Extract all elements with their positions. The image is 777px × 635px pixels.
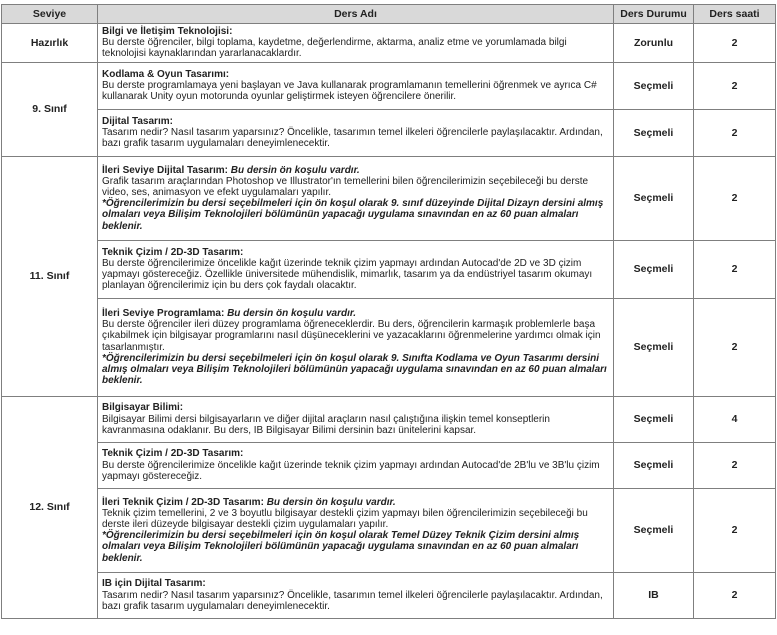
course-description: Bu derste öğrenciler, bilgi toplama, kaydetme, değerlendirme, aktarma, analiz etme ve yorumlamada bilgi teknolojisi kaynaklarından yararlanacaklardır. (102, 37, 567, 60)
course-status: Seçmeli (614, 156, 694, 240)
table-row (2, 442, 776, 488)
course-prerequisite: Bu dersin ön koşulu vardır. (266, 496, 396, 508)
course-description: Tasarım nedir? Nasıl tasarım yaparsınız? Öncelikle, tasarımın temel ilkeleri öğrencilerle paylaşılacaktır. Ardından, bazı grafik tasarım uygulamaları deneyimlenecektir. (102, 127, 603, 150)
level-grade12: 12. Sınıf (2, 396, 98, 618)
course-description: Bu derste öğrencilerimize öncelikle kağıt üzerinde teknik çizim yapmayı ardından Autocad'de 2D ve 3D çizim yapmayı göstereceğiz. Özellikle üniversitede mühendislik, mimarlık, tasarım ya da endüstriyel tasarım okumayı planlayan öğrencilerimiz için bu ders çok faydalı olacaktır. (102, 257, 593, 292)
course-status: Seçmeli (614, 109, 694, 156)
course-prerequisite-note: *Öğrencilerimizin bu dersi seçebilmeleri için ön koşul olarak Temel Düzey Teknik Çizim dersini almış olmaları veya Bilişim Teknolojileri bölümünün yapacağı uygulama sınavından en az 60 puan almaları beklenir. (102, 530, 580, 564)
course-prerequisite: Bu dersin ön koşulu vardır. (227, 307, 356, 319)
course-cell (98, 109, 614, 156)
course-description: Grafik tasarım araçlarından Photoshop ve Illustrator'ın temellerini bilen öğrencilerimizin seçebileceği bu derste video, ses, animasyon ve efekt uygulamaları yapılır. (102, 175, 589, 198)
course-status: IB (614, 572, 694, 618)
course-description: Bu derste öğrenciler ileri düzey programlama öğreneceklerdir. Bu ders, öğrencilerin karmaşık problemlerle başa çıkabilmek için bilgisayar programlarını nasıl düşüneceklerini ve yazacaklarını öğrenmelerine yardımcı olmak için tasarlanmıştır. (102, 319, 601, 353)
table-row (2, 24, 776, 63)
course-status: Seçmeli (614, 396, 694, 442)
course-cell (98, 572, 614, 618)
course-status: Seçmeli (614, 62, 694, 109)
course-status: Seçmeli (614, 298, 694, 396)
course-status: Seçmeli (614, 488, 694, 572)
course-title: İleri Teknik Çizim / 2D-3D Tasarım: (102, 496, 264, 508)
course-title: IB için Dijital Tasarım: (102, 578, 206, 590)
course-hours: 4 (694, 396, 776, 442)
course-status: Zorunlu (614, 24, 694, 63)
header-row (2, 5, 776, 24)
course-prerequisite: Bu dersin ön koşulu vardır. (230, 164, 360, 176)
table-row (2, 298, 776, 396)
course-description: Teknik çizim temellerini, 2 ve 3 boyutlu bilgisayar destekli çizim yapmayı bilen öğrencilerimizin seçebileceği bu derste ileri düzeyde bilgisayar destekli çizim uygulamaları yapılır. (102, 507, 588, 530)
course-cell (98, 24, 614, 63)
course-prerequisite-note: *Öğrencilerimizin bu dersi seçebilmeleri için ön koşul olarak 9. sınıf düzeyinde Dijital Dizayn dersini almış olmaları veya Bilişim Teknolojileri bölümünün yapacağı uygulama sınavından en az 60 puan almaları beklenir. (102, 198, 604, 232)
course-hours: 2 (694, 156, 776, 240)
header-course: Ders Adı (98, 5, 614, 24)
course-hours: 2 (694, 109, 776, 156)
course-description: Tasarım nedir? Nasıl tasarım yaparsınız? Öncelikle, tasarımın temel ilkeleri öğrencilerle paylaşılacaktır. Ardından, bazı grafik tasarım uygulamaları deneyimlenecektir. (102, 589, 603, 612)
course-title: Teknik Çizim / 2D-3D Tasarım: (102, 448, 244, 460)
course-table (1, 4, 776, 619)
course-hours: 2 (694, 572, 776, 618)
course-status: Seçmeli (614, 240, 694, 298)
header-hours: Ders saati (694, 5, 776, 24)
course-description: Bilgisayar Bilimi dersi bilgisayarların ve diğer dijital araçların nasıl çalıştığına ilişkin temel konseptlerin kavranmasına odaklanır. Bu ders, IB Bilgisayar Bilimi dersinin bazı ünitelerini kapsar. (102, 413, 550, 436)
level-hazirlik: Hazırlık (2, 24, 98, 63)
course-hours: 2 (694, 62, 776, 109)
table-row (2, 109, 776, 156)
course-cell (98, 156, 614, 240)
course-title: İleri Seviye Programlama: (102, 307, 225, 319)
course-cell (98, 442, 614, 488)
course-hours: 2 (694, 442, 776, 488)
table-row (2, 396, 776, 442)
table-row (2, 62, 776, 109)
course-title: Bilgi ve İletişim Teknolojisi: (102, 26, 233, 37)
course-hours: 2 (694, 488, 776, 572)
course-title: Kodlama & Oyun Tasarımı: (102, 68, 230, 80)
course-cell (98, 62, 614, 109)
table-row (2, 240, 776, 298)
course-title: Bilgisayar Bilimi: (102, 402, 184, 414)
table-row (2, 488, 776, 572)
course-description: Bu derste programlamaya yeni başlayan ve Java kullanarak programlamanın temellerini öğrenmek ve ayrıca C# kullanarak Unity oyun motorunda oyunlar geliştirmek isteyen öğrencilere önerilir. (102, 80, 597, 103)
course-cell (98, 298, 614, 396)
course-cell (98, 396, 614, 442)
course-cell (98, 240, 614, 298)
header-status: Ders Durumu (614, 5, 694, 24)
level-grade9: 9. Sınıf (2, 62, 98, 156)
course-status: Seçmeli (614, 442, 694, 488)
course-hours: 2 (694, 240, 776, 298)
table-row (2, 572, 776, 618)
table-row (2, 156, 776, 240)
course-title: Teknik Çizim / 2D-3D Tasarım: (102, 246, 244, 258)
course-hours: 2 (694, 24, 776, 63)
course-description: Bu derste öğrencilerimize öncelikle kağıt üzerinde teknik çizim yapmayı ardından Autocad'de 2B'lu ve 3B'lu çizim yapmayı göstereceğiz. (102, 459, 600, 482)
level-grade11: 11. Sınıf (2, 156, 98, 396)
course-title: Dijital Tasarım: (102, 115, 173, 127)
course-hours: 2 (694, 298, 776, 396)
course-title: İleri Seviye Dijital Tasarım: (102, 164, 228, 176)
course-cell (98, 488, 614, 572)
course-prerequisite-note: *Öğrencilerimizin bu dersi seçebilmeleri için ön koşul olarak 9. Sınıfta Kodlama ve Oyun Tasarımı dersini almış olmaları veya Bilişim Teknolojileri bölümünün yapacağı uygulama sınavından en az 60 puan almaları beklenir. (102, 352, 607, 387)
header-level: Seviye (2, 5, 98, 24)
